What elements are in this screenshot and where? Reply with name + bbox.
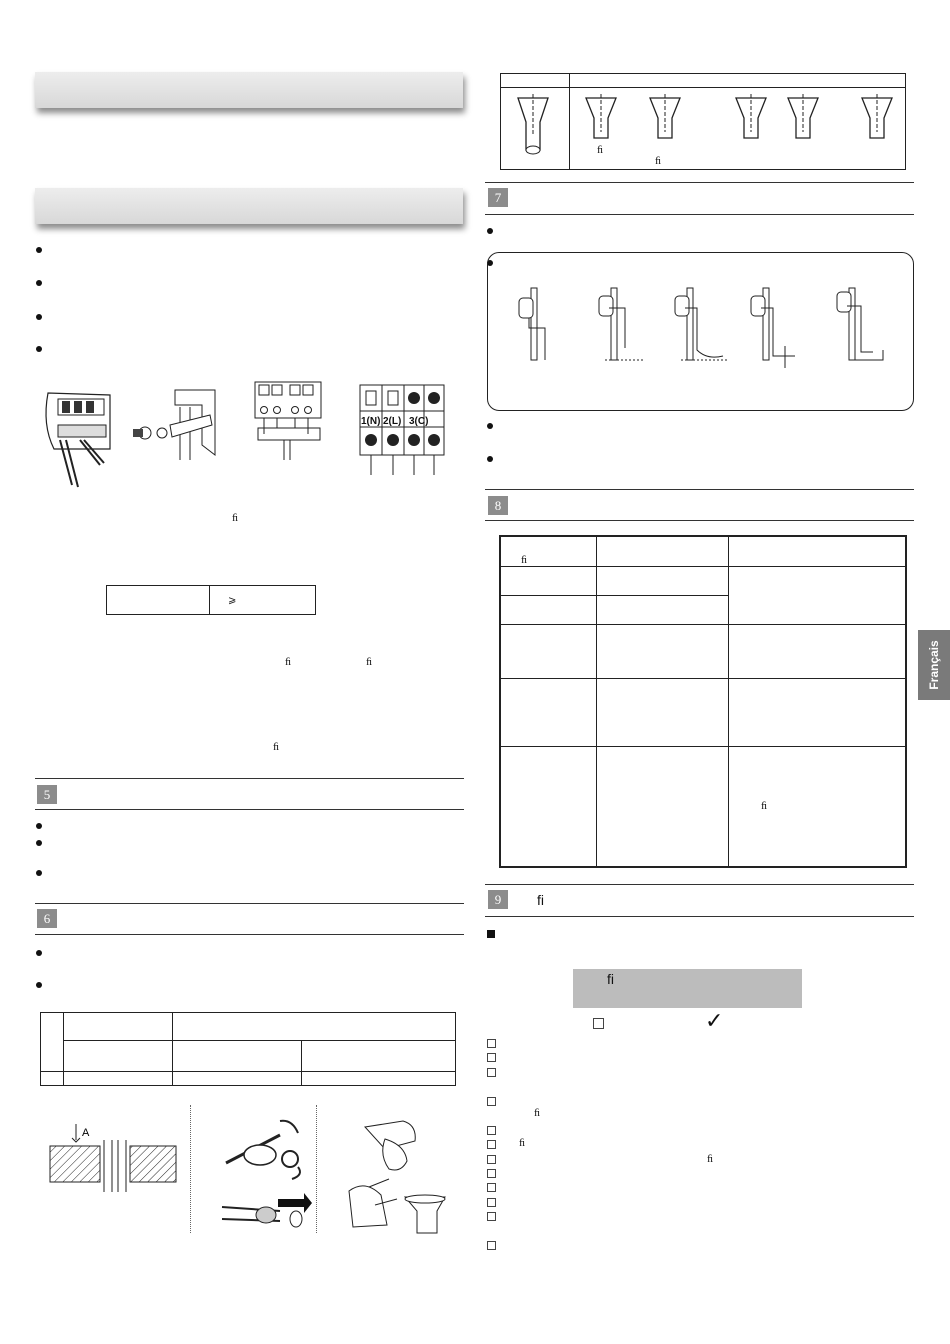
section-rule — [485, 916, 914, 917]
dimension-label-a: A — [82, 1127, 90, 1139]
flare-defect-illustrations — [580, 92, 900, 152]
dotted-divider — [190, 1105, 191, 1233]
pipe-cutter-illustration — [220, 1115, 310, 1235]
bullet — [487, 456, 493, 462]
ligature-glyph: ﬁ — [273, 741, 280, 753]
bullet — [36, 840, 42, 846]
bullet — [36, 314, 42, 320]
bullet — [36, 870, 42, 876]
screw-mounting-illustration — [130, 385, 220, 465]
section-rule — [485, 489, 914, 490]
bullet — [36, 950, 42, 956]
ligature-glyph: ﬁ — [366, 656, 373, 668]
checklist-checkbox[interactable] — [487, 1126, 496, 1135]
bullet — [36, 823, 42, 829]
indoor-unit-wiring-illustration — [40, 385, 120, 495]
bullet — [36, 280, 42, 286]
bullet — [36, 247, 42, 253]
section-rule — [35, 778, 464, 779]
ligature-glyph: ﬁ — [655, 155, 662, 167]
geq-symbol: ⩾ — [228, 594, 237, 606]
language-tab-label: Français — [927, 640, 941, 690]
section-header-bar-2 — [35, 188, 463, 224]
section-rule — [485, 214, 914, 215]
section-number-6: 6 — [37, 909, 57, 928]
ligature-glyph: ﬁ — [285, 656, 292, 668]
checkbox-legend — [593, 1018, 604, 1029]
bullet — [36, 982, 42, 988]
terminal-label-3c: 3(C) — [409, 416, 429, 427]
checklist-checkbox[interactable] — [487, 1169, 496, 1178]
ligature-glyph: ﬁ — [521, 553, 528, 566]
terminal-board-illustration — [358, 383, 448, 478]
checklist-checkbox[interactable] — [487, 1241, 496, 1250]
bullet — [36, 346, 42, 352]
bullet — [487, 423, 493, 429]
flaring-dimension-table — [40, 1012, 456, 1086]
section-header-bar-1 — [35, 72, 463, 108]
dotted-divider — [316, 1105, 317, 1233]
terminal-block-illustration — [250, 380, 330, 460]
flaring-tool-illustration — [345, 1115, 455, 1235]
section-number-8: 8 — [488, 496, 508, 515]
ligature-glyph: ﬁ — [761, 800, 768, 812]
drain-pipe-examples-illustration — [515, 288, 885, 368]
checklist-checkbox[interactable] — [487, 1053, 496, 1062]
checklist-checkbox[interactable] — [487, 1068, 496, 1077]
section-rule — [485, 182, 914, 183]
cable-spec-table — [106, 585, 316, 615]
section-rule — [485, 884, 914, 885]
square-bullet — [487, 930, 495, 938]
checklist-checkbox[interactable] — [487, 1198, 496, 1207]
checklist-checkbox[interactable] — [487, 1039, 496, 1048]
section-number-9: 9 — [488, 890, 508, 909]
test-operation-table — [499, 535, 907, 868]
ligature-glyph: ﬁ — [597, 144, 604, 156]
ligature-glyph: ﬁ — [519, 1137, 526, 1149]
ligature-glyph: ﬁ — [607, 971, 614, 987]
section-rule — [35, 809, 464, 810]
ligature-glyph: ﬁ — [232, 512, 239, 524]
checklist-checkbox[interactable] — [487, 1097, 496, 1106]
section-rule — [485, 520, 914, 521]
checkmark-icon: ✓ — [705, 1009, 724, 1034]
section-rule — [35, 934, 464, 935]
ligature-glyph: ﬁ — [534, 1107, 541, 1119]
language-side-tab — [918, 630, 950, 700]
checklist-checkbox[interactable] — [487, 1212, 496, 1221]
checklist-checkbox[interactable] — [487, 1140, 496, 1149]
terminal-label-2l: 2(L) — [383, 416, 402, 427]
section-rule — [35, 903, 464, 904]
section-number-5: 5 — [37, 785, 57, 804]
checklist-checkbox[interactable] — [487, 1183, 496, 1192]
section-number-7: 7 — [488, 188, 508, 207]
ligature-glyph: ﬁ — [537, 892, 544, 908]
checklist-checkbox[interactable] — [487, 1155, 496, 1164]
ligature-glyph: ﬁ — [707, 1153, 714, 1165]
pipe-cross-section-illustration — [48, 1120, 178, 1200]
terminal-label-1n: 1(N) — [361, 416, 381, 427]
correct-flare-illustration — [514, 92, 554, 162]
bullet — [487, 228, 493, 234]
checklist-title-bar — [573, 969, 802, 1008]
